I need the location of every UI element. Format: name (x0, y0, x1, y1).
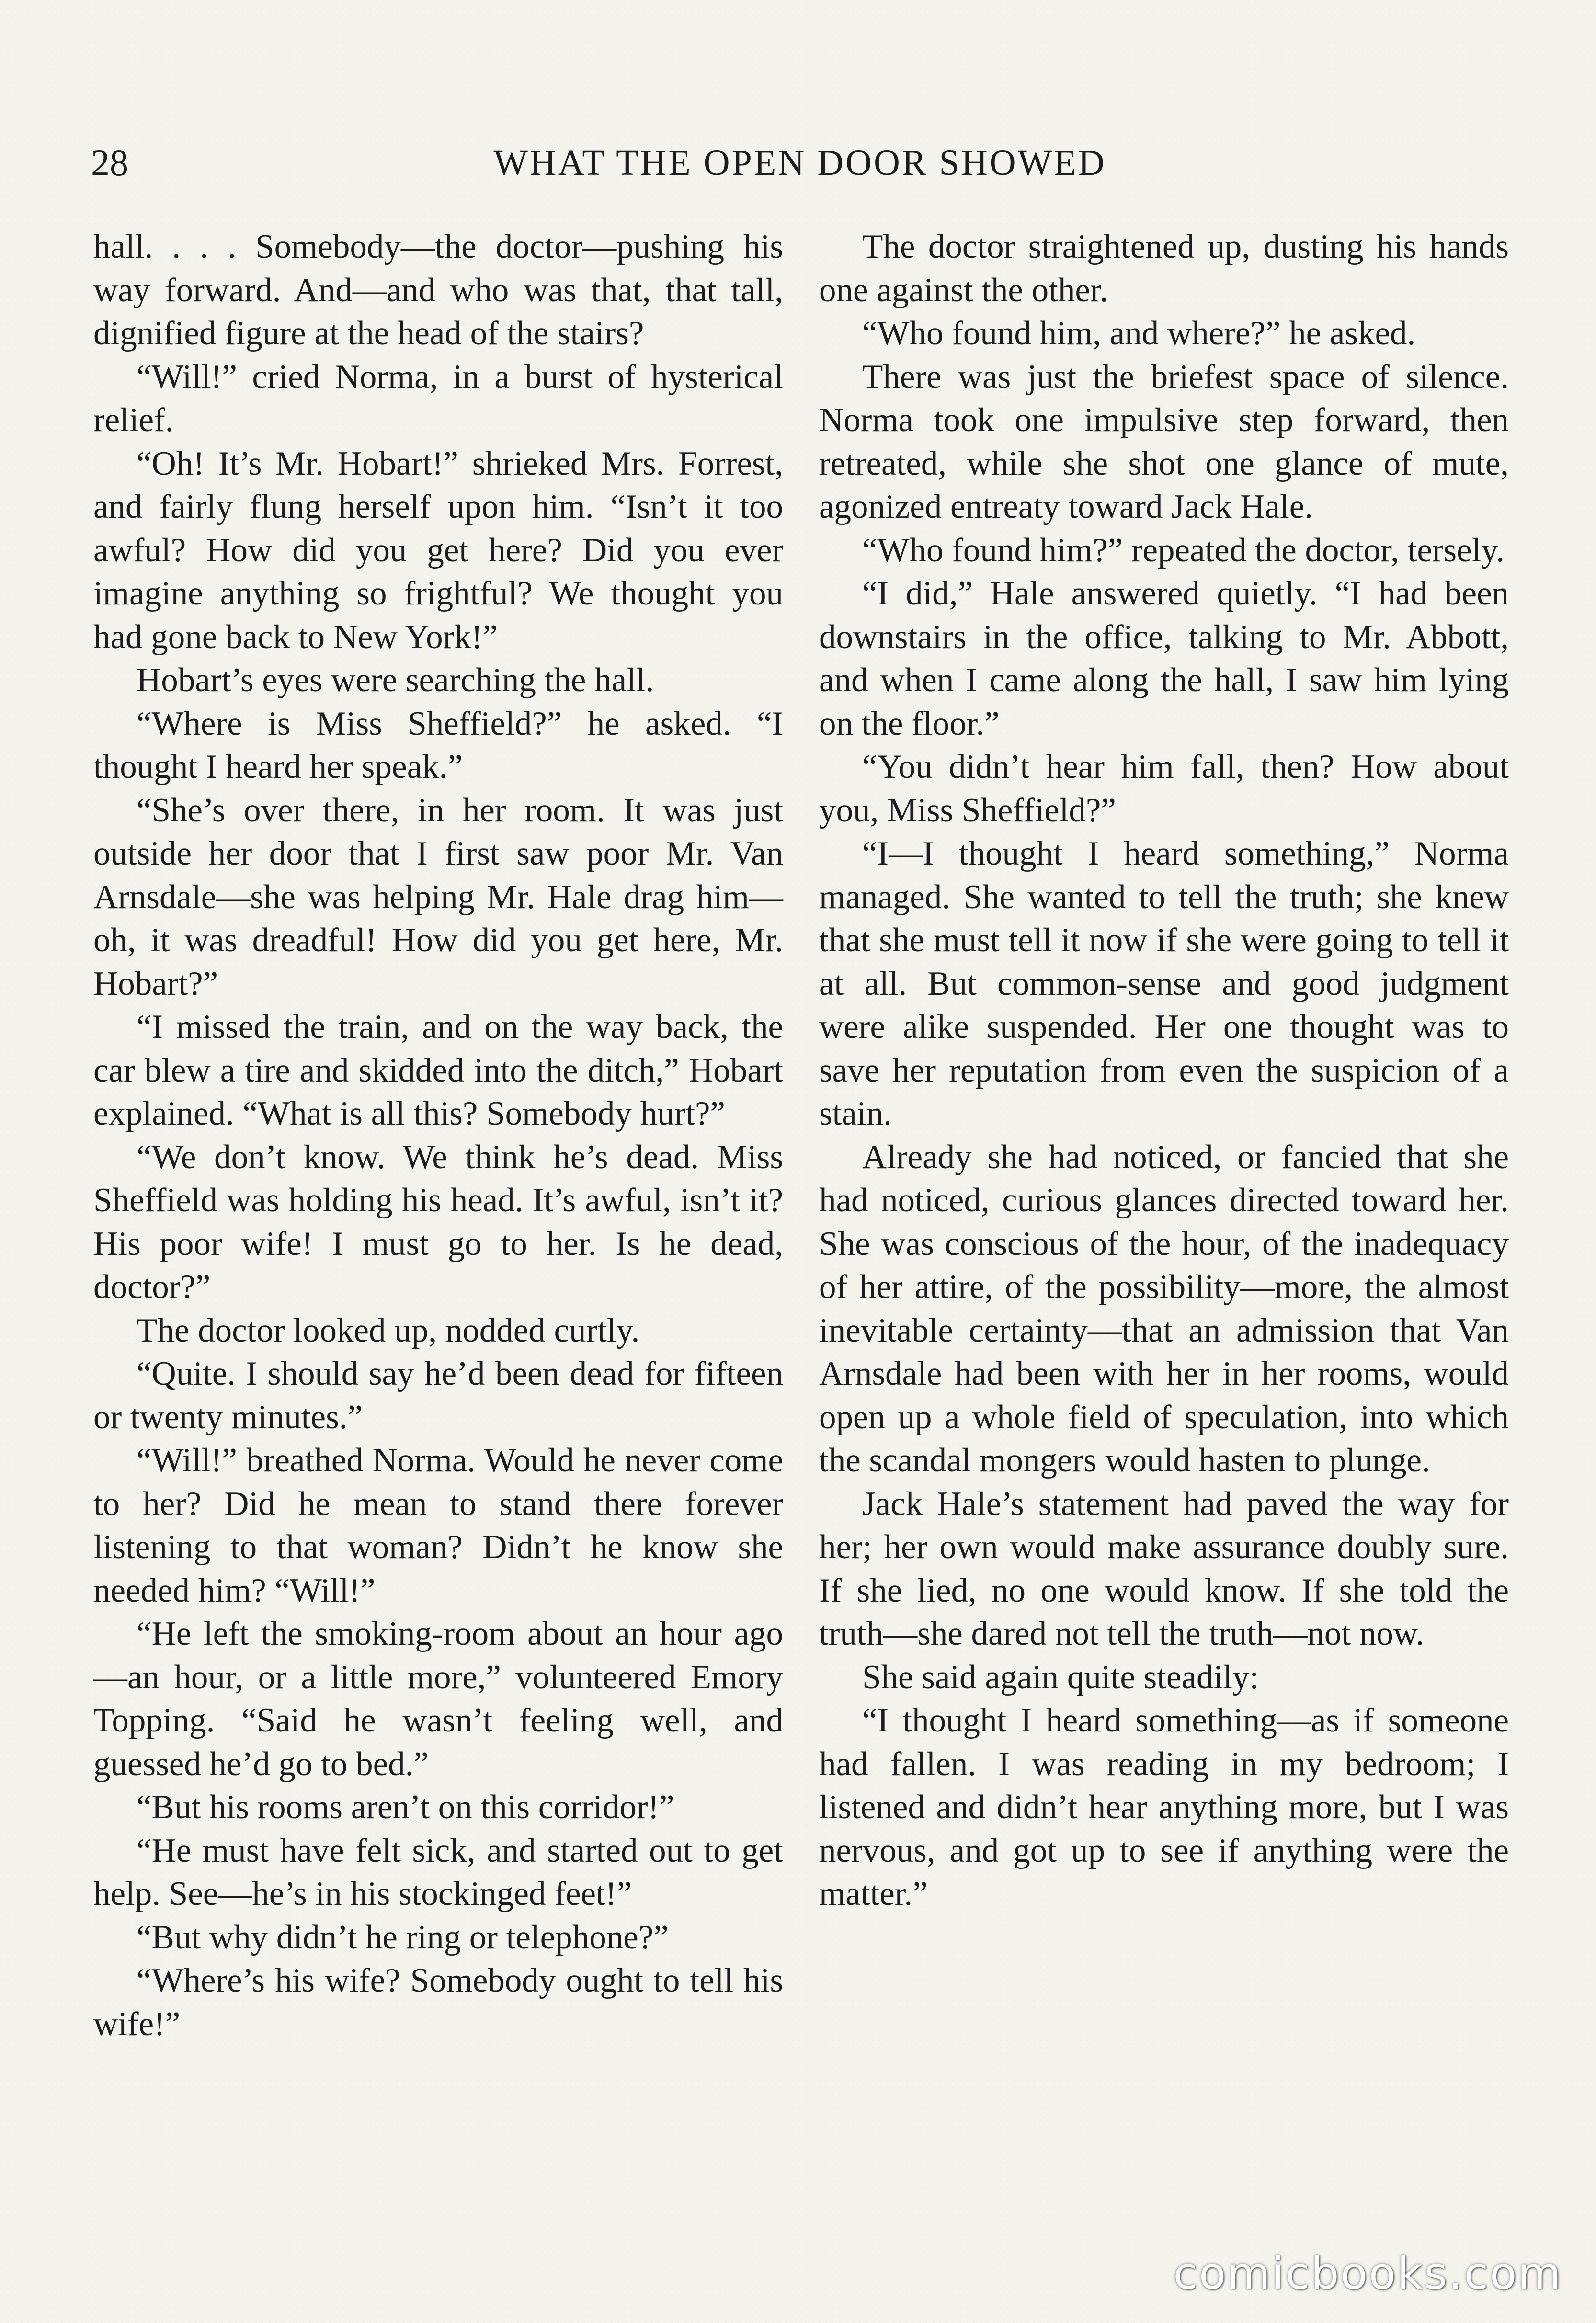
paragraph: “I thought I heard something—as if someone had fallen. I was reading in my bedroom; I listened and didn’t hear anything more, but I was nervous, and got up to see if anything were the matter.” (819, 1702, 1509, 1913)
left-column (93, 225, 783, 2046)
paragraph: “Who found him, and where?” he asked. (862, 315, 1416, 352)
paragraph: Jack Hale’s statement had paved the way for her; her own would make assurance doubly sure. If she lied, no one would know. If she told the truth—she dared not tell the truth—not now. (819, 1485, 1509, 1652)
paragraph: hall. . . . Somebody—the doctor—pushing his way forward. And—and who was that, that tall, dignified figure at the head of the stairs? (93, 228, 783, 352)
page-header (91, 137, 1509, 189)
paragraph: There was just the briefest space of silence. Norma took one impulsive step forward, then retreated, while she shot one glance of mute, agonized entreaty toward Jack Hale. (819, 358, 1509, 525)
site-watermark: comicbooks.com (1173, 2248, 1562, 2299)
paragraph: “She’s over there, in her room. It was just outside her door that I first saw poor Mr. Van Arnsdale—she was helping Mr. Hale drag him—oh, it was dreadful! How did you get here, Mr. Hobart?” (93, 791, 783, 1002)
paragraph: “Where’s his wife? Somebody ought to tell his wife!” (93, 1962, 783, 2043)
paragraph: “He left the smoking-room about an hour ago—an hour, or a little more,” volunteered Emory Topping. “Said he wasn’t feeling well, and guessed he’d go to bed.” (93, 1615, 783, 1783)
paragraph: “I did,” Hale answered quietly. “I had been downstairs in the office, talking to Mr. Abbott, and when I came along the hall, I saw him lying on the floor.” (819, 575, 1509, 742)
paragraph: “Where is Miss Sheffield?” he asked. “I thought I heard her speak.” (93, 705, 783, 786)
paragraph: “You didn’t hear him fall, then? How about you, Miss Sheffield?” (819, 748, 1509, 829)
paragraph: “Oh! It’s Mr. Hobart!” shrieked Mrs. Forrest, and fairly flung herself upon him. “Isn’t it too awful? How did you get here? Did you ever imagine anything so frightful? We thought you had gone back to New York!” (93, 444, 783, 656)
paragraph: “I—I thought I heard something,” Norma managed. She wanted to tell the truth; she knew that she must tell it now if she were going to tell it at all. But common-sense and good judgment were alike suspended. Her one thought was to save her reputation from even the suspicion of a stain. (819, 835, 1509, 1132)
paragraph: “Quite. I should say he’d been dead for fifteen or twenty minutes.” (93, 1355, 783, 1436)
paragraph: “We don’t know. We think he’s dead. Miss Sheffield was holding his head. It’s awful, isn’t it? His poor wife! I must go to her. Is he dead, doctor?” (93, 1138, 783, 1306)
paragraph: “Will!” breathed Norma. Would he never come to her? Did he mean to stand there forever listening to that woman? Didn’t he know she needed him? “Will!” (93, 1442, 783, 1609)
paragraph: Hobart’s eyes were searching the hall. (137, 661, 654, 699)
paragraph: “Who found him?” repeated the doctor, tersely. (862, 531, 1505, 569)
paragraph: The doctor looked up, nodded curtly. (137, 1311, 640, 1349)
paragraph: “Will!” cried Norma, in a burst of hysterical relief. (93, 358, 783, 439)
paragraph: Already she had noticed, or fancied that she had noticed, curious glances directed toward her. She was conscious of the hour, of the inadequacy of her attire, of the possibility—more, the almost inevitable certainty—that an admission that Van Arnsdale had been with her in her rooms, would open up a whole field of speculation, into which the scandal mongers would hasten to plunge. (819, 1138, 1509, 1479)
right-column (819, 225, 1509, 1916)
paragraph: “I missed the train, and on the way back, the car blew a tire and skidded into the ditch,” Hobart explained. “What is all this? Somebody hurt?” (93, 1008, 783, 1132)
paragraph: “But why didn’t he ring or telephone?” (137, 1918, 669, 1956)
paragraph: “But his rooms aren’t on this corridor!” (137, 1788, 674, 1826)
running-title: WHAT THE OPEN DOOR SHOWED (493, 143, 1106, 183)
page-number: 28 (91, 142, 128, 183)
paragraph: The doctor straightened up, dusting his hands one against the other. (819, 228, 1509, 309)
paragraph: “He must have felt sick, and started out to get help. See—he’s in his stockinged feet!” (93, 1832, 783, 1913)
paragraph: She said again quite steadily: (862, 1658, 1259, 1696)
